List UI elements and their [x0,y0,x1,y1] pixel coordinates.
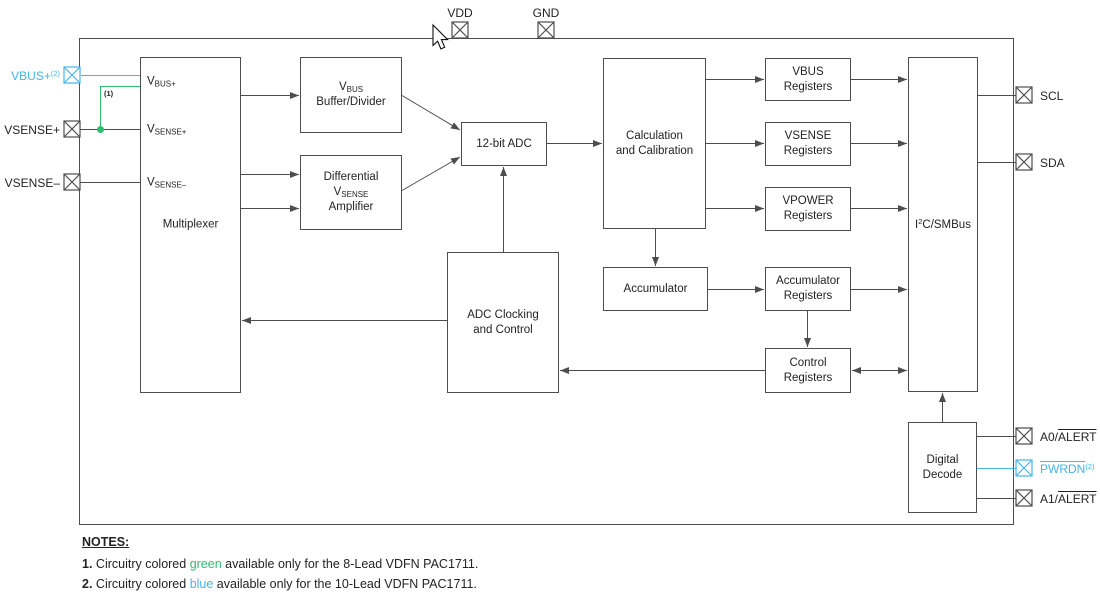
vsense-registers-line2: Registers [783,145,833,157]
diff-amp-line2: $V_{SENSE}$ [333,185,369,199]
calculation-line1: Calculation [626,129,683,142]
calculation-calibration-block [603,58,706,229]
vbus-registers-line2: Registers [783,80,833,93]
i2c-smbus-label: $I^2C$/SMBus [915,216,971,231]
scl-pin-label: SCL [1040,89,1064,103]
pwrdn-pin-label: PWRDN$^{(2)}$ [1040,462,1095,476]
control-registers-line2: Registers [783,371,833,384]
control-registers-line1: Control [789,356,827,369]
adc-label: 12-bit ADC [476,137,532,150]
vbus-plus-pin-label: VBUS+$^{(2)}$ [11,69,60,83]
junction-dot [97,126,104,133]
vdd-pin-icon [452,22,468,38]
vsense-plus-pin-icon [64,121,80,137]
accumulator-label: Accumulator [623,282,688,295]
vsense-minus-pin-label: VSENSE– [4,176,60,190]
differential-vsense-amplifier-block [300,155,402,230]
vsense-registers-block [765,122,851,166]
digital-decode-line2: Decode [922,468,963,481]
calculation-line2: and Calibration [615,144,694,157]
a1-alert-pin-label: A1/ALERT [1040,492,1097,506]
i2c-smbus-block [908,57,978,392]
notes-heading: NOTES: [82,535,130,549]
multiplexer-label: Multiplexer [162,218,219,231]
pwrdn-pin-icon [1016,460,1032,476]
multiplexer-block [140,57,241,393]
vpower-registers-line1: VPOWER [782,195,834,208]
a1-alert-pin-icon [1016,490,1032,506]
vbus-plus-pin-icon [64,67,80,83]
note-2: 2. Circuitry colored blue available only for the 10-Lead VDFN PAC1711. [82,577,477,591]
mux-input-vbus: $V_{BUS+}$ [147,75,176,89]
vbus-buffer-divider-block [300,57,402,133]
accumulator-registers-line1: Accumulator [776,275,840,288]
scl-pin-icon [1016,87,1032,103]
mouse-cursor-icon [433,25,448,49]
digital-decode-block [908,422,977,513]
vsense-registers-line1: VSENSE [784,130,832,143]
adc-block [461,122,547,166]
vsense-plus-pin-label: VSENSE+ [4,123,60,137]
mux-input-vsense-minus: $V_{SENSE-}$ [147,176,187,190]
adc-clocking-control-block [447,252,559,393]
gnd-pin-icon [538,22,554,38]
notes-section [82,536,478,598]
vpower-registers-line2: Registers [783,210,833,222]
note-ref-1: (1) [104,89,114,98]
accumulator-block [603,267,708,311]
diff-amp-line1: Differential [323,170,379,183]
control-registers-block [765,348,851,393]
note-1: 1. Circuitry colored green available only for the 8-Lead VDFN PAC1711. [82,556,479,571]
gnd-pin-label: GND [532,6,560,20]
adc-clocking-line2: and Control [473,323,533,336]
sda-pin-label: SDA [1040,156,1065,170]
sda-pin-icon [1016,154,1032,170]
vbus-registers-line1: VBUS [792,65,824,78]
digital-decode-line1: Digital [926,453,959,466]
accumulator-registers-block [765,267,851,311]
adc-clocking-line1: ADC Clocking [467,308,539,321]
a0-alert-pin-label: A0/ALERT [1040,430,1097,444]
vsense-minus-pin-icon [64,174,80,190]
accumulator-registers-line2: Registers [783,290,833,302]
a0-alert-pin-icon [1016,428,1032,444]
vbus-registers-block [765,58,851,101]
vbus-buffer-line1: $V_{BUS}$ [338,80,364,94]
vdd-pin-label: VDD [447,6,473,20]
vpower-registers-block [765,187,851,231]
mux-input-vsense-plus: $V_{SENSE+}$ [147,123,187,137]
vbus-buffer-line2: Buffer/Divider [316,96,386,109]
diff-amp-line3: Amplifier [328,201,374,214]
